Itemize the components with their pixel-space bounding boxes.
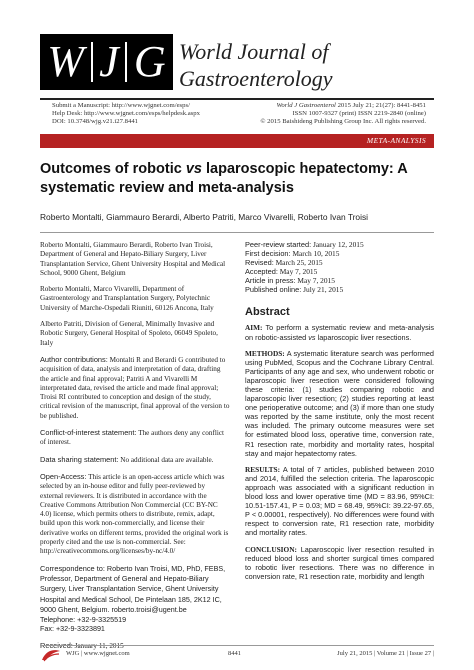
article-type-banner: [40, 134, 434, 148]
abstract-column: [245, 241, 434, 588]
footer-rule: [40, 645, 434, 646]
page-number: 8441: [228, 650, 241, 657]
logo-divider: [91, 42, 93, 82]
citation-line: [246, 102, 426, 110]
journal-name-line2: Gastroenterology: [179, 66, 333, 91]
coi-text: The authors deny any conflict of interest.: [40, 429, 225, 447]
publisher-logo-icon: [40, 647, 62, 663]
open-access-label: Open-Access:: [40, 471, 87, 481]
methods-label: METHODS:: [245, 348, 285, 358]
author-contributions: [40, 355, 230, 421]
contributions-text: Montalti R and Berardi G contributed to acquisition of data, analysis and interpretation of data, drafting the article and final approval; Patriti A and Vivarelli M interpretated data, revised the article and made final approval; Troisi RI contributed to conception and design of the study, critical revision of the manuscript, final approval of the version to be published.: [40, 355, 230, 420]
history-published: Published online: July 21, 2015: [245, 284, 344, 294]
conflict-of-interest: [40, 428, 230, 448]
history-peer-review: Peer-review started: January 12, 2015: [245, 240, 364, 249]
abstract-results: [245, 465, 434, 538]
contributions-label: Author contributions:: [40, 354, 108, 364]
journal-logo: [40, 34, 173, 90]
abstract-methods: [245, 349, 434, 458]
article-title: Outcomes of robotic vs laparoscopic hepatectomy: A systematic review and meta-analysis: [40, 161, 408, 196]
history-revised: Revised: March 25, 2015: [245, 257, 323, 267]
logo-letter-g: G: [133, 37, 166, 86]
open-access-text: This article is an open-access article which was selected by an in-house editor and fully peer-reviewed by external reviewers. It is distributed in accordance with the Creative Commons Attribution Non Commercial (CC BY-NC 4.0) license, which permits others to distribute, remix, adapt, build upon this work non-commercially, and license their derivative works on different terms, provided the original work is properly cited and the use is non-commercial. See: http://creativecommons.org/licenses/by-nc/4.0/: [40, 472, 229, 556]
open-access: [40, 472, 230, 557]
logo-divider: [125, 42, 127, 82]
footer-journal: WJG | www.wjgnet.com: [66, 650, 130, 657]
telephone: Telephone: +32-9-3325519: [40, 615, 127, 625]
logo-letter-w: W: [47, 37, 84, 86]
aim-label: AIM:: [245, 323, 263, 333]
article-history: [245, 241, 434, 294]
correspondence-text: Roberto Ivan Troisi, MD, PhD, FEBS, Professor, Department of General and Hepato-Biliary Surgery, Liver Transplantation Service, Ghent University Hospital and Medical School, De Pintelaan 185, 2K12 IC, 9000 Ghent, Belgium. roberto.troisi@ugent.be: [40, 563, 226, 614]
article-notes-column: [40, 241, 230, 651]
affiliation-1: Roberto Montalti, Giammauro Berardi, Roberto Ivan Troisi, Department of General and Hepato-Biliary Surgery, Liver Transplantation Service, Ghent University Hospital and Medical School, 9000 Ghent, Belgium: [40, 241, 226, 277]
copyright: © 2015 Baishideng Publishing Group Inc. All rights reserved.: [260, 118, 426, 125]
correspondence-label: Correspondence to:: [40, 563, 105, 573]
methods-text: A systematic literature search was performed using PubMed, Scopus and the Cochrane Library Central. Participants of any age and sex, who underwent robotic or laparoscopic liver resection were considered following these criteria: (1) studies comparing robotic and laparoscopic liver resection; (2) studies reporting at least one perioperative outcome; and (3) if more than one study was reported by the same institute, only the most recent was included. The primary outcome measures were set for estimated blood loss, operative time, conversion rate, R1 resection rate, morbidity and mortality rates, hospital stay and major hepatectomy rates.: [245, 348, 434, 458]
journal-name-line1: World Journal of: [179, 39, 329, 64]
author-list: Roberto Montalti, Giammauro Berardi, Alberto Patriti, Marco Vivarelli, Roberto Ivan Troisi: [40, 212, 368, 222]
data-sharing-label: Data sharing statement:: [40, 454, 119, 464]
abstract-conclusion: [245, 545, 434, 581]
masthead-rule: [40, 98, 434, 100]
affiliation-2: Roberto Montalti, Marco Vivarelli, Department of Gastroenterology and Transplantation Surgery, Polytechnic University of Marche-Ospedali Riuniti, 60126 Ancona, Italy: [40, 285, 214, 312]
results-text: A total of 7 articles, published between 2010 and 2014, fulfilled the selection criteria. The laparoscopic approach was associated with a significant reduction in blood loss and lower operative time (MD = 83.96, 95%CI: 10.51-157.41, P = 0.03; MD = 68.49, 95%CI: 39.22-97.65, P < 0.00001, respectively). No differences were found with respect to conversion rate, R1 resection rate, morbidity and mortality rates.: [245, 464, 434, 538]
citation: 2015 July 21; 21(27): 8441-8451: [335, 102, 426, 109]
abstract-heading: Abstract: [245, 306, 290, 319]
journal-name: [179, 38, 333, 92]
submission-info: [52, 102, 252, 126]
results-label: RESULTS:: [245, 464, 281, 474]
doi: DOI: 10.3748/wjg.v21.i27.8441: [52, 118, 139, 125]
article-type-label: META-ANALYSIS: [366, 136, 426, 145]
data-sharing: [40, 455, 230, 465]
logo-letter-j: J: [99, 37, 119, 86]
citation-info: [246, 102, 426, 126]
conclusion-label: CONCLUSION:: [245, 544, 297, 554]
title-rule: [40, 232, 434, 233]
history-in-press: Article in press: May 7, 2015: [245, 275, 335, 285]
conclusion-text: Laparoscopic liver resection resulted in reduced blood loss and shorter surgical times compared to robotic liver resections. There was no difference in conversion rate, R1 resection rate, morbidity and length: [245, 544, 434, 581]
correspondence: [40, 564, 230, 615]
abstract-aim: [245, 323, 434, 341]
affiliation-3: Alberto Patriti, Division of General, Minimally Invasive and Robotic Surgery, General Hospital of Spoleto, 06049 Spoleto, Italy: [40, 320, 218, 347]
submit-link[interactable]: Submit a Manuscript: http://www.wjgnet.com/esps/: [52, 102, 190, 109]
journal-abbrev: World J Gastroenterol: [276, 102, 336, 109]
aim-text: To perform a systematic review and meta-analysis on robotic-assisted vs laparoscopic liver resections.: [245, 323, 434, 342]
history-first-decision: First decision: March 10, 2015: [245, 248, 340, 258]
helpdesk-link[interactable]: Help Desk: http://www.wjgnet.com/esps/helpdesk.aspx: [52, 110, 200, 117]
history-accepted: Accepted: May 7, 2015: [245, 266, 318, 276]
data-sharing-text: No additional data are available.: [118, 455, 214, 464]
coi-label: Conflict-of-interest statement:: [40, 428, 137, 438]
footer-issue: July 21, 2015 | Volume 21 | Issue 27 |: [337, 650, 434, 657]
fax: Fax: +32-9-3323891: [40, 624, 105, 634]
issn: ISSN 1007-9327 (print) ISSN 2219-2840 (online): [292, 110, 426, 117]
